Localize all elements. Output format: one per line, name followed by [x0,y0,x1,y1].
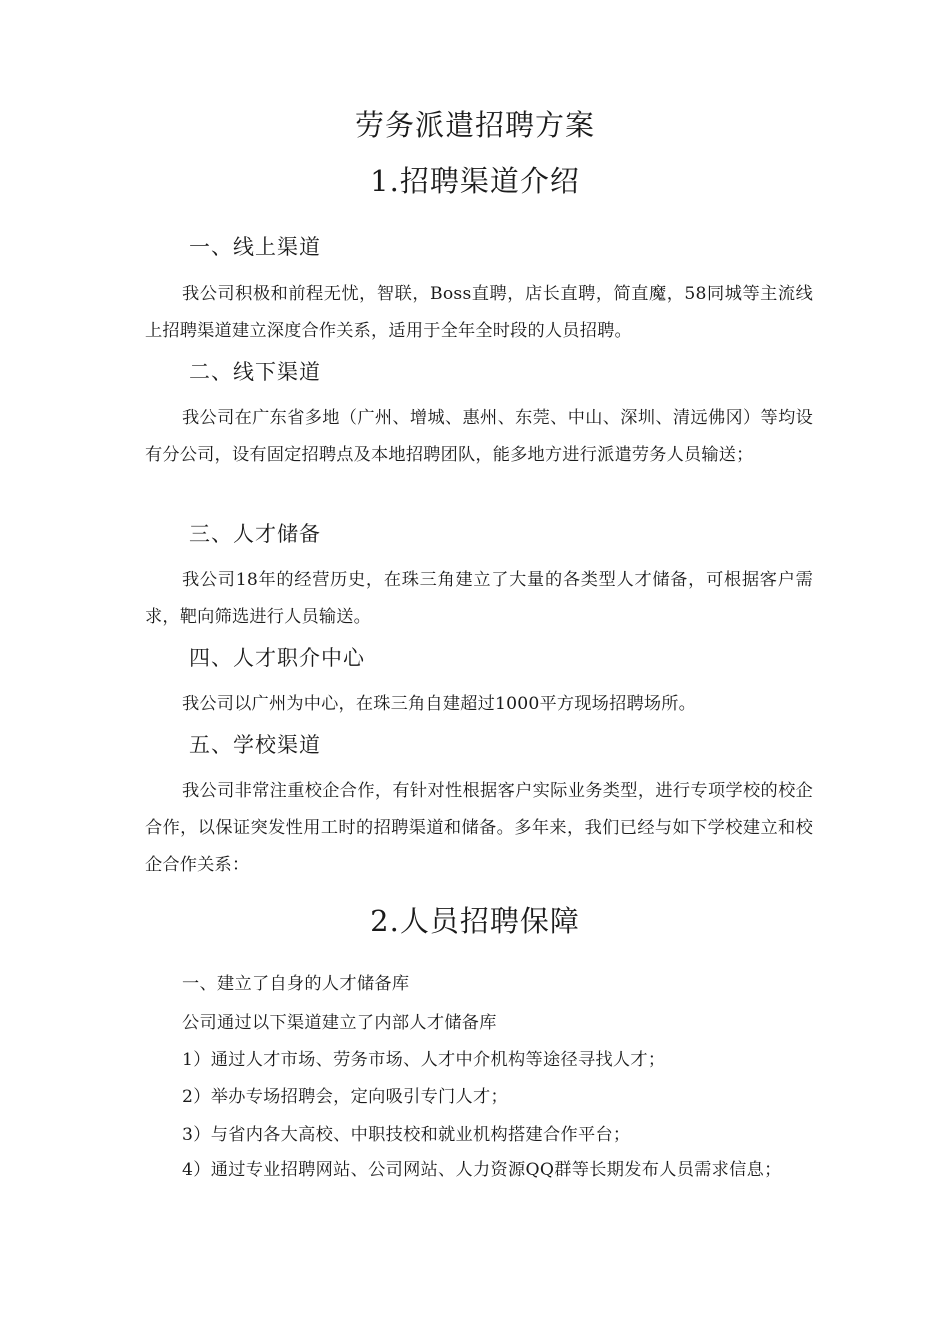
section-2-title: 2.人员招聘保障 [370,904,580,938]
section-1-title: 1.招聘渠道介绍 [370,164,580,198]
subsection-job-center-heading: 四、人才职介中心 [189,646,365,670]
guarantee-line-1: 一、建立了自身的人才储备库 [182,974,410,994]
guarantee-line-5: 3）与省内各大高校、中职技校和就业机构搭建合作平台； [182,1125,631,1145]
subsection-online-heading: 一、线上渠道 [189,235,321,259]
subsection-talent-reserve-heading: 三、人才储备 [189,522,321,546]
guarantee-line-4: 2）举办专场招聘会，定向吸引专门人才； [182,1087,509,1107]
guarantee-line-3: 1）通过人才市场、劳务市场、人才中介机构等途径寻找人才； [182,1050,666,1070]
guarantee-line-6: 4）通过专业招聘网站、公司网站、人力资源QQ群等长期发布人员需求信息； [182,1160,782,1180]
guarantee-line-2: 公司通过以下渠道建立了内部人才储备库 [182,1013,497,1033]
subsection-talent-reserve-text: 我公司18年的经营历史，在珠三角建立了大量的各类型人才储备，可根据客户需求，靶向筛选进行人员输送。 [145,570,813,627]
subsection-school-heading: 五、学校渠道 [189,733,321,757]
subsection-job-center-text: 我公司以广州为中心，在珠三角自建超过1000平方现场招聘场所。 [182,694,697,714]
subsection-offline-heading: 二、线下渠道 [189,360,321,384]
subsection-offline-text: 我公司在广东省多地（广州、增城、惠州、东莞、中山、深圳、清远佛冈）等均设有分公司，设有固定招聘点及本地招聘团队，能多地方进行派遣劳务人员输送； [145,408,813,465]
subsection-online-text: 我公司积极和前程无忧，智联，Boss直聘，店长直聘，简直魔，58同城等主流线上招聘渠道建立深度合作关系，适用于全年全时段的人员招聘。 [145,284,813,341]
subsection-school-text: 我公司非常注重校企合作，有针对性根据客户实际业务类型，进行专项学校的校企合作，以保证突发性用工时的招聘渠道和储备。多年来，我们已经与如下学校建立和校企合作关系： [145,781,813,875]
document-title: 劳务派遣招聘方案 [354,108,595,142]
